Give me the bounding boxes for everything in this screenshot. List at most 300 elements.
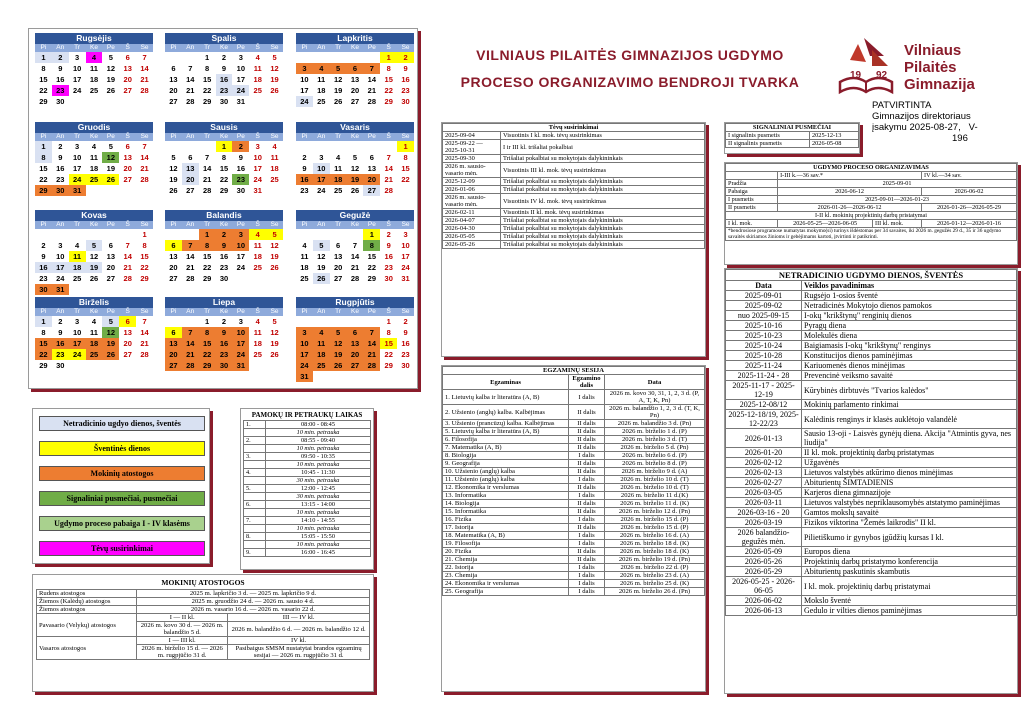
table-cell: 2025-10-24 bbox=[726, 341, 802, 351]
day-cell: 9 bbox=[403, 328, 408, 337]
table-cell: 2026 m. birželio 11 d. (K) bbox=[605, 500, 705, 508]
day-cell: 29 bbox=[384, 97, 393, 106]
day-cell: 1 bbox=[35, 141, 52, 152]
day-empty bbox=[330, 229, 347, 240]
events-col-date: Data bbox=[726, 281, 802, 291]
table-cell: 2026 m. birželio 12 d. (Pn) bbox=[605, 508, 705, 516]
day-cell: 24 bbox=[401, 263, 410, 272]
day-cell: 29 bbox=[35, 360, 52, 371]
parents-title: Tėvų susirinkimai bbox=[443, 124, 705, 132]
weekday-label: Š bbox=[255, 221, 260, 228]
lesson-number: 3. bbox=[244, 453, 266, 461]
holiday-spring-v1: 2026 m. kovo 30 d. — 2026 m. balandžio 5 d. bbox=[137, 622, 228, 637]
process-sem2-b: 2026-01-26—2026-05-29 bbox=[922, 204, 1017, 212]
day-cell: 16 bbox=[52, 338, 69, 349]
lesson-time: 08:00 - 08:45 bbox=[266, 421, 371, 429]
table-cell: 2026 m. birželio 1 d. (P) bbox=[605, 428, 705, 436]
day-cell: 21 bbox=[363, 349, 380, 360]
day-cell: 16 bbox=[401, 75, 410, 84]
day-cell: 20 bbox=[330, 262, 347, 273]
day-cell: 5 bbox=[330, 63, 347, 74]
lesson-number: 5. bbox=[244, 485, 266, 493]
table-cell: Gamtos mokslų savaitė bbox=[802, 508, 1017, 518]
lesson-time: 16:00 - 16:45 bbox=[266, 549, 371, 557]
day-cell: 28 bbox=[363, 360, 380, 371]
day-cell: 7 bbox=[347, 240, 364, 251]
table-cell: II dalis bbox=[569, 405, 605, 420]
weekday-label: Tr bbox=[335, 308, 342, 315]
day-cell: 2 bbox=[52, 52, 69, 63]
day-cell: 18 bbox=[69, 262, 86, 273]
table-row bbox=[443, 468, 705, 476]
lesson-row bbox=[244, 493, 371, 501]
day-cell: 6 bbox=[347, 327, 364, 338]
day-cell: 30 bbox=[52, 185, 69, 196]
day-cell: 29 bbox=[199, 96, 216, 107]
day-cell: 20 bbox=[165, 262, 182, 273]
process-panel bbox=[724, 162, 1018, 265]
day-cell: 21 bbox=[182, 349, 199, 360]
lesson-number bbox=[244, 541, 266, 549]
weekday-label: Pi bbox=[301, 133, 308, 140]
day-empty bbox=[52, 229, 69, 240]
day-cell: 16 bbox=[401, 339, 410, 348]
day-cell: 23 bbox=[216, 85, 233, 96]
day-cell: 17 bbox=[296, 85, 313, 96]
day-cell: 20 bbox=[363, 174, 380, 185]
day-cell: 9 bbox=[52, 63, 69, 74]
weekday-label: Š bbox=[386, 308, 391, 315]
month-days bbox=[165, 316, 283, 371]
day-cell: 18 bbox=[86, 338, 103, 349]
day-cell: 9 bbox=[52, 152, 69, 163]
table-row bbox=[726, 458, 1017, 468]
table-row bbox=[443, 405, 705, 420]
day-cell: 28 bbox=[140, 86, 149, 95]
day-cell: 27 bbox=[102, 273, 119, 284]
month-days bbox=[165, 141, 283, 196]
table-cell: 2026 m. sausio-vasario mėn. bbox=[443, 163, 501, 178]
exams-title: EGZAMINŲ SESIJA bbox=[443, 367, 705, 375]
day-cell: 25 bbox=[86, 174, 103, 185]
process-sem1: 2025-09-01—2026-01-23 bbox=[778, 196, 1017, 204]
lesson-row bbox=[244, 533, 371, 541]
day-cell: 5 bbox=[165, 152, 182, 163]
table-cell: 2026-05-26 bbox=[443, 241, 501, 249]
table-cell: Abiturientų ŠIMTADIENIS bbox=[802, 478, 1017, 488]
weekday-label: An bbox=[186, 221, 195, 228]
day-cell: 21 bbox=[182, 85, 199, 96]
day-empty bbox=[296, 229, 313, 240]
table-row bbox=[726, 301, 1017, 311]
day-cell: 20 bbox=[102, 262, 119, 273]
day-cell: 2 bbox=[35, 240, 52, 251]
day-cell: 14 bbox=[123, 252, 132, 261]
table-row bbox=[443, 484, 705, 492]
day-empty bbox=[347, 229, 364, 240]
logo-year-left: 19 bbox=[850, 70, 862, 81]
day-cell: 11 bbox=[253, 241, 262, 250]
day-empty bbox=[296, 52, 313, 63]
table-cell: Mokslo šventė bbox=[802, 596, 1017, 606]
table-cell: Konstitucijos dienos paminėjimas bbox=[802, 351, 1017, 361]
day-cell: 2 bbox=[216, 52, 233, 63]
weekday-label: Se bbox=[401, 308, 410, 315]
legend-item: Mokinių atostogos bbox=[39, 466, 205, 481]
day-cell: 22 bbox=[199, 349, 216, 360]
process-end-2: 2026-06-02 bbox=[922, 188, 1017, 196]
day-cell: 8 bbox=[403, 153, 408, 162]
day-cell: 12 bbox=[270, 64, 279, 73]
weekday-label: Pe bbox=[236, 221, 245, 228]
weekday-label: Ke bbox=[90, 133, 98, 140]
lesson-time: 10 min. petrauka bbox=[266, 445, 371, 453]
day-cell: 9 bbox=[52, 327, 69, 338]
table-cell: Europos diena bbox=[802, 547, 1017, 557]
day-cell: 5 bbox=[347, 152, 364, 163]
holiday-row bbox=[37, 590, 370, 598]
table-cell: 2026 m. birželio 22 d. (P) bbox=[605, 564, 705, 572]
exams-col-part: Egzamino dalis bbox=[569, 375, 605, 390]
day-cell: 29 bbox=[35, 96, 52, 107]
day-cell: 12 bbox=[102, 63, 119, 74]
day-cell: 24 bbox=[232, 262, 249, 273]
day-cell: 12 bbox=[347, 163, 364, 174]
day-cell: 17 bbox=[69, 163, 86, 174]
weekday-label: Š bbox=[386, 221, 391, 228]
day-cell: 27 bbox=[123, 86, 132, 95]
table-row bbox=[726, 577, 1017, 596]
events-col-activity: Veiklos pavadinimas bbox=[802, 281, 1017, 291]
day-cell: 27 bbox=[347, 96, 364, 107]
day-cell: 29 bbox=[35, 185, 52, 196]
holiday-spring-v2: 2026 m. balandžio 6 d. — 2026 m. balandžio 12 d. bbox=[228, 622, 370, 637]
table-cell: 22. Istorija bbox=[443, 564, 569, 572]
month-title: Liepa bbox=[165, 297, 283, 308]
process-start-label: Pradžia bbox=[726, 180, 778, 188]
table-cell: I dalis bbox=[569, 540, 605, 548]
weekday-label: Se bbox=[270, 221, 279, 228]
day-cell: 18 bbox=[86, 163, 103, 174]
table-row bbox=[726, 528, 1017, 547]
day-cell: 21 bbox=[140, 164, 149, 173]
day-cell: 6 bbox=[347, 63, 364, 74]
day-cell: 11 bbox=[86, 63, 103, 74]
day-cell: 1 bbox=[397, 141, 414, 152]
table-cell: II dalis bbox=[569, 500, 605, 508]
day-cell: 23 bbox=[216, 349, 233, 360]
day-empty bbox=[363, 316, 380, 327]
day-cell: 16 bbox=[216, 338, 233, 349]
holiday-spring-label: Pavasario (Velykų) atostogos bbox=[37, 614, 137, 637]
lesson-time: 10 min. petrauka bbox=[266, 541, 371, 549]
weekday-label: Pe bbox=[367, 221, 376, 228]
day-cell: 30 bbox=[35, 284, 52, 295]
day-cell: 21 bbox=[140, 339, 149, 348]
day-cell: 26 bbox=[102, 85, 119, 96]
weekday-header bbox=[296, 221, 414, 229]
table-row bbox=[443, 194, 705, 209]
day-empty bbox=[296, 141, 313, 152]
table-row bbox=[726, 400, 1017, 410]
weekday-label: Š bbox=[125, 308, 130, 315]
day-cell: 15 bbox=[199, 251, 216, 262]
day-cell: 4 bbox=[313, 327, 330, 338]
day-empty bbox=[363, 141, 380, 152]
day-cell: 21 bbox=[384, 175, 393, 184]
weekday-label: Ke bbox=[90, 44, 98, 51]
weekday-label: An bbox=[56, 133, 65, 140]
lesson-row bbox=[244, 429, 371, 437]
month-5 bbox=[296, 122, 414, 196]
day-cell: 20 bbox=[347, 349, 364, 360]
day-cell: 31 bbox=[253, 186, 262, 195]
day-cell: 1 bbox=[35, 52, 52, 63]
day-cell: 1 bbox=[199, 229, 216, 240]
day-cell: 7 bbox=[142, 317, 147, 326]
lesson-time: 10:45 - 11:30 bbox=[266, 469, 371, 477]
table-row bbox=[443, 492, 705, 500]
day-cell: 22 bbox=[35, 174, 52, 185]
day-cell: 26 bbox=[270, 350, 279, 359]
weekday-label: Tr bbox=[335, 221, 342, 228]
day-cell: 30 bbox=[216, 273, 233, 284]
table-cell: 2026-02-12 bbox=[726, 458, 802, 468]
month-title: Rugsėjis bbox=[35, 33, 153, 44]
weekday-label: Š bbox=[255, 44, 260, 51]
day-cell: 14 bbox=[384, 164, 393, 173]
month-days bbox=[35, 52, 153, 107]
table-cell: Kūrybinės dirbtuvės "Tvarios kalėdos" bbox=[802, 381, 1017, 400]
day-cell: 1 bbox=[216, 141, 233, 152]
parents-panel bbox=[441, 122, 706, 357]
weekday-label: Tr bbox=[204, 221, 211, 228]
day-cell: 20 bbox=[347, 85, 364, 96]
day-cell: 13 bbox=[165, 74, 182, 85]
table-row bbox=[726, 606, 1017, 616]
day-cell: 26 bbox=[270, 263, 279, 272]
day-cell: 23 bbox=[52, 85, 69, 96]
signal-table bbox=[725, 123, 859, 148]
day-cell: 30 bbox=[384, 274, 393, 283]
month-11 bbox=[296, 297, 414, 382]
table-row bbox=[443, 508, 705, 516]
day-cell: 27 bbox=[165, 273, 182, 284]
table-row bbox=[443, 209, 705, 217]
table-cell: Trišaliai pokalbiai su mokytojais dalykininkais bbox=[501, 178, 705, 186]
day-cell: 5 bbox=[313, 240, 330, 251]
day-empty bbox=[347, 141, 364, 152]
day-cell: 26 bbox=[102, 349, 119, 360]
day-cell: 4 bbox=[272, 142, 277, 151]
table-cell: 2026 m. balandžio 1, 2, 3 d. (T, K, Pn) bbox=[605, 405, 705, 420]
table-cell: Gedulo ir vilties dienos paminėjimas bbox=[802, 606, 1017, 616]
weekday-label: Pi bbox=[170, 133, 177, 140]
day-cell: 29 bbox=[140, 274, 149, 283]
day-cell: 11 bbox=[253, 64, 262, 73]
day-cell: 8 bbox=[142, 241, 147, 250]
weekday-label: Ke bbox=[220, 308, 228, 315]
day-cell: 20 bbox=[123, 164, 132, 173]
table-cell: 2025-10-23 bbox=[726, 331, 802, 341]
lesson-time: 09:50 - 10:35 bbox=[266, 453, 371, 461]
weekday-label: Ke bbox=[351, 133, 359, 140]
weekday-label: Se bbox=[140, 221, 149, 228]
day-cell: 26 bbox=[165, 185, 182, 196]
table-cell: 2026 m. birželio 18 d. (K) bbox=[605, 540, 705, 548]
day-cell: 9 bbox=[232, 152, 249, 163]
table-cell: II dalis bbox=[569, 460, 605, 468]
table-cell: I dalis bbox=[569, 564, 605, 572]
table-row bbox=[726, 518, 1017, 528]
weekday-label: An bbox=[317, 221, 326, 228]
day-cell: 24 bbox=[69, 174, 86, 185]
holiday-spring-h2: III — IV kl. bbox=[228, 614, 370, 622]
day-cell: 12 bbox=[86, 251, 103, 262]
title-line-1: VILNIAUS PILAITĖS GIMNAZIJOS UGDYMO bbox=[476, 47, 784, 63]
day-cell: 11 bbox=[313, 74, 330, 85]
table-cell: I kl. mok. projektinių darbų pristatymai bbox=[802, 577, 1017, 596]
process-p2: 2026-01-12—2026-01-16 bbox=[922, 220, 1017, 228]
table-cell: Trišaliai pokalbiai su mokytojais dalykininkais bbox=[501, 233, 705, 241]
day-cell: 11 bbox=[330, 163, 347, 174]
day-cell: 4 bbox=[249, 229, 266, 240]
logo-wordmark bbox=[904, 42, 975, 93]
table-cell: I signalinis pusmetis bbox=[726, 132, 810, 140]
table-row bbox=[726, 410, 1017, 429]
day-empty bbox=[86, 229, 103, 240]
day-cell: 17 bbox=[253, 164, 262, 173]
month-title: Kovas bbox=[35, 210, 153, 221]
table-cell: I dalis bbox=[569, 390, 605, 405]
lesson-time: 10 min. petrauka bbox=[266, 509, 371, 517]
table-cell: 8. Biologija bbox=[443, 452, 569, 460]
day-cell: 8 bbox=[199, 327, 216, 338]
day-empty bbox=[199, 141, 216, 152]
day-empty bbox=[313, 229, 330, 240]
table-cell: 21. Chemija bbox=[443, 556, 569, 564]
approval-number-prefix: V- bbox=[968, 122, 978, 133]
day-empty bbox=[330, 141, 347, 152]
holiday-summer-label: Vasaros atostogos bbox=[37, 637, 137, 660]
day-cell: 17 bbox=[232, 74, 249, 85]
table-row bbox=[443, 580, 705, 588]
legend-item: Signaliniai pusmečiai, pusmečiai bbox=[39, 491, 205, 506]
month-days bbox=[35, 141, 153, 196]
day-cell: 14 bbox=[182, 338, 199, 349]
holidays-title: MOKINIŲ ATOSTOGOS bbox=[161, 578, 245, 587]
lesson-row bbox=[244, 525, 371, 533]
lesson-number: 9. bbox=[244, 549, 266, 557]
lesson-row bbox=[244, 445, 371, 453]
day-cell: 12 bbox=[165, 163, 182, 174]
day-cell: 28 bbox=[140, 175, 149, 184]
table-cell: 2025-11-17 - 2025-12-19 bbox=[726, 381, 802, 400]
process-sem1-label: I pusmetis bbox=[726, 196, 778, 204]
day-cell: 5 bbox=[102, 316, 119, 327]
weekday-label: Pe bbox=[106, 308, 115, 315]
weekday-label: Š bbox=[255, 308, 260, 315]
table-cell: Molekulės diena bbox=[802, 331, 1017, 341]
day-cell: 11 bbox=[313, 338, 330, 349]
table-cell: Sausio 13-oji - Laisvės gynėjų diena. Akcija "Atmintis gyva, nes liudija" bbox=[802, 429, 1017, 448]
lesson-time: 14:10 - 14:55 bbox=[266, 517, 371, 525]
lesson-row bbox=[244, 477, 371, 485]
day-cell: 13 bbox=[182, 163, 199, 174]
table-cell: 2026 m. birželio 16 d. (A) bbox=[605, 532, 705, 540]
day-cell: 25 bbox=[313, 96, 330, 107]
lesson-row bbox=[244, 485, 371, 493]
day-cell: 10 bbox=[232, 63, 249, 74]
day-cell: 5 bbox=[272, 317, 277, 326]
day-cell: 16 bbox=[216, 251, 233, 262]
process-note: *bendrosiose programose numatytas mokymo(si) turinys išdėstomas per 34 savaites, iki 2026 m. gegužės 29 d., 35 ir 36 ugdymo savaitės skiriamos žinioms ir gebėjimams kartoti, įtvirtinti ir patikrinti. bbox=[726, 228, 1017, 241]
day-cell: 11 bbox=[296, 251, 313, 262]
table-cell: 2026 balandžio-gegužės mėn. bbox=[726, 528, 802, 547]
table-cell: II kl. mok. projektinių darbų pristatymas bbox=[802, 448, 1017, 458]
day-cell: 30 bbox=[216, 360, 233, 371]
table-cell: 2026 m. birželio 9 d. (A) bbox=[605, 468, 705, 476]
table-cell: Kalėdinis renginys ir klasės auklėtojo valandėlė bbox=[802, 410, 1017, 429]
day-cell: 8 bbox=[199, 240, 216, 251]
table-row bbox=[443, 556, 705, 564]
table-cell: 10. Užsienio (anglų) kalba bbox=[443, 468, 569, 476]
table-row bbox=[726, 429, 1017, 448]
holiday-summer-h1: I — III kl. bbox=[137, 637, 228, 645]
day-cell: 6 bbox=[125, 142, 130, 151]
table-cell: 6. Filosofija bbox=[443, 436, 569, 444]
day-cell: 1 bbox=[35, 316, 52, 327]
month-title: Gruodis bbox=[35, 122, 153, 133]
day-cell: 14 bbox=[140, 64, 149, 73]
table-cell: I dalis bbox=[569, 588, 605, 596]
day-cell: 25 bbox=[296, 273, 313, 284]
table-cell: II dalis bbox=[569, 556, 605, 564]
day-cell: 22 bbox=[363, 262, 380, 273]
day-cell: 18 bbox=[330, 174, 347, 185]
table-cell: I dalis bbox=[569, 580, 605, 588]
table-cell: 2026-01-20 bbox=[726, 448, 802, 458]
table-cell: 2026-02-27 bbox=[726, 478, 802, 488]
process-h2: IV kl.—34 sav. bbox=[922, 172, 1017, 180]
table-cell: II dalis bbox=[569, 548, 605, 556]
day-cell: 8 bbox=[216, 152, 233, 163]
day-cell: 13 bbox=[330, 251, 347, 262]
day-cell: 16 bbox=[296, 174, 313, 185]
weekday-label: Tr bbox=[74, 44, 81, 51]
day-empty bbox=[69, 229, 86, 240]
table-cell: 2026-06-02 bbox=[726, 596, 802, 606]
weekday-label: An bbox=[317, 133, 326, 140]
table-cell: Visuotinis IV kl. mok. tėvų susirinkimas bbox=[501, 194, 705, 209]
holiday-name: Žiemos atostogos bbox=[37, 606, 137, 614]
day-cell: 21 bbox=[123, 263, 132, 272]
table-cell: 2026 m. birželio 8 d. (P) bbox=[605, 460, 705, 468]
weekday-label: Pe bbox=[106, 221, 115, 228]
day-cell: 19 bbox=[102, 338, 119, 349]
table-cell: I dalis bbox=[569, 516, 605, 524]
process-start: 2025-09-01 bbox=[778, 180, 1017, 188]
day-cell: 9 bbox=[296, 163, 313, 174]
weekday-label: Pi bbox=[301, 221, 308, 228]
day-cell: 30 bbox=[232, 185, 249, 196]
lesson-row bbox=[244, 517, 371, 525]
day-cell: 31 bbox=[232, 96, 249, 107]
table-cell: Karjeros diena gimnazijoje bbox=[802, 488, 1017, 498]
day-cell: 29 bbox=[384, 361, 393, 370]
day-cell: 28 bbox=[347, 273, 364, 284]
table-cell: 2026 m. birželio 23 d. (A) bbox=[605, 572, 705, 580]
